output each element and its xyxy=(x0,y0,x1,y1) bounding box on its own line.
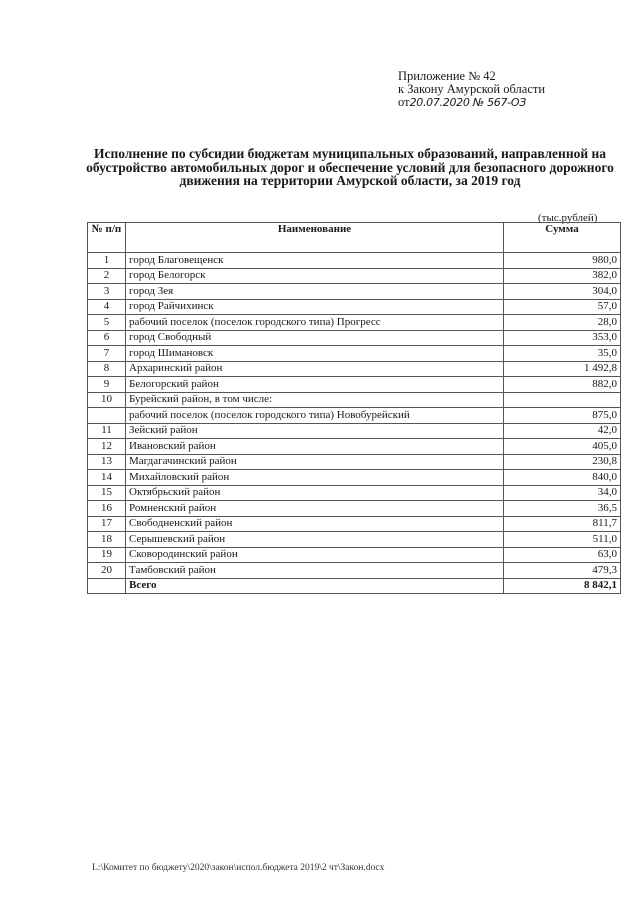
cell-name: город Свободный xyxy=(126,330,504,346)
cell-sum: 382,0 xyxy=(504,268,621,284)
table-row xyxy=(88,268,621,284)
cell-num: 12 xyxy=(88,439,126,455)
cell-sum: 63,0 xyxy=(504,547,621,563)
table-row xyxy=(88,563,621,579)
cell-num: 20 xyxy=(88,563,126,579)
appendix-date xyxy=(398,96,545,109)
cell-sum: 1 492,8 xyxy=(504,361,621,377)
cell-name: Ивановский район xyxy=(126,439,504,455)
table-row xyxy=(88,408,621,424)
table-row xyxy=(88,330,621,346)
cell-sum: 980,0 xyxy=(504,253,621,269)
cell-num: 18 xyxy=(88,532,126,548)
table-row xyxy=(88,315,621,331)
total-sum: 8 842,1 xyxy=(504,578,621,594)
table-row xyxy=(88,377,621,393)
cell-num: 19 xyxy=(88,547,126,563)
cell-num: 15 xyxy=(88,485,126,501)
total-row xyxy=(88,578,621,594)
cell-sum: 36,5 xyxy=(504,501,621,517)
table-row xyxy=(88,361,621,377)
cell-num: 7 xyxy=(88,346,126,362)
cell-num: 6 xyxy=(88,330,126,346)
cell-num: 16 xyxy=(88,501,126,517)
table-row xyxy=(88,439,621,455)
cell-sum: 28,0 xyxy=(504,315,621,331)
cell-name: Ромненский район xyxy=(126,501,504,517)
cell-name: Магдагачинский район xyxy=(126,454,504,470)
cell-name: рабочий поселок (поселок городского типа) Новобурейский xyxy=(126,408,504,424)
cell-name: город Белогорск xyxy=(126,268,504,284)
cell-num: 3 xyxy=(88,284,126,300)
cell-sum: 511,0 xyxy=(504,532,621,548)
cell-name: Октябрьский район xyxy=(126,485,504,501)
table-row xyxy=(88,454,621,470)
table-header-row xyxy=(88,223,621,253)
cell-name: город Зея xyxy=(126,284,504,300)
cell-num: 17 xyxy=(88,516,126,532)
units-label: (тыс.рублей) xyxy=(538,212,598,224)
table-row xyxy=(88,299,621,315)
table-row xyxy=(88,470,621,486)
document-title: Исполнение по субсидии бюджетам муниципальных образований, направленной на обустройство автомобильных дорог и обеспечение условий для безопасного дорожного движения на территории Амурской области, за 2019 год xyxy=(86,146,614,188)
appendix-law: к Закону Амурской области xyxy=(398,82,546,96)
table-row xyxy=(88,253,621,269)
cell-num: 8 xyxy=(88,361,126,377)
cell-name: Михайловский район xyxy=(126,470,504,486)
cell-num: 10 xyxy=(88,392,126,408)
cell-num: 5 xyxy=(88,315,126,331)
cell-sum xyxy=(504,392,621,408)
header-sum: Сумма xyxy=(504,223,621,253)
cell-sum: 811,7 xyxy=(504,516,621,532)
cell-name: Свободненский район xyxy=(126,516,504,532)
subsidy-table xyxy=(87,222,621,594)
cell-sum: 304,0 xyxy=(504,284,621,300)
cell-name: Архаринский район xyxy=(126,361,504,377)
table-row xyxy=(88,501,621,517)
table-row xyxy=(88,423,621,439)
cell-name: город Райчихинск xyxy=(126,299,504,315)
cell-name: Белогорский район xyxy=(126,377,504,393)
cell-name: Бурейский район, в том числе: xyxy=(126,392,504,408)
table-row xyxy=(88,516,621,532)
file-path-footer: L:\Комитет по бюджету\2020\закон\испол.бюджета 2019\2 чт\Закон.docx xyxy=(92,863,385,873)
cell-sum: 840,0 xyxy=(504,470,621,486)
cell-sum: 35,0 xyxy=(504,346,621,362)
cell-num xyxy=(88,408,126,424)
table-row xyxy=(88,284,621,300)
cell-sum: 353,0 xyxy=(504,330,621,346)
cell-sum: 882,0 xyxy=(504,377,621,393)
appendix-date-prefix: от xyxy=(398,95,410,109)
cell-name: Серышевский район xyxy=(126,532,504,548)
cell-name: рабочий поселок (поселок городского типа) Прогресс xyxy=(126,315,504,331)
table-row xyxy=(88,392,621,408)
cell-name: город Благовещенск xyxy=(126,253,504,269)
cell-name: Зейский район xyxy=(126,423,504,439)
cell-num: 14 xyxy=(88,470,126,486)
header-name: Наименование xyxy=(126,223,504,253)
cell-sum: 34,0 xyxy=(504,485,621,501)
cell-name: город Шимановск xyxy=(126,346,504,362)
cell-num: 9 xyxy=(88,377,126,393)
header-num: № п/п xyxy=(88,223,126,253)
total-label: Всего xyxy=(126,578,504,594)
table-row xyxy=(88,346,621,362)
cell-num: 1 xyxy=(88,253,126,269)
cell-num: 13 xyxy=(88,454,126,470)
cell-sum: 405,0 xyxy=(504,439,621,455)
cell-num: 2 xyxy=(88,268,126,284)
handwritten-date: 20.07.2020 № 567-ОЗ xyxy=(409,96,526,109)
cell-sum: 479,3 xyxy=(504,563,621,579)
table-row xyxy=(88,532,621,548)
cell-name: Тамбовский район xyxy=(126,563,504,579)
cell-sum: 57,0 xyxy=(504,299,621,315)
cell-num: 4 xyxy=(88,299,126,315)
cell-num: 11 xyxy=(88,423,126,439)
cell-sum: 42,0 xyxy=(504,423,621,439)
total-num-cell xyxy=(88,578,126,594)
table-row xyxy=(88,547,621,563)
table-row xyxy=(88,485,621,501)
appendix-number: Приложение № 42 xyxy=(398,69,496,83)
cell-sum: 230,8 xyxy=(504,454,621,470)
cell-sum: 875,0 xyxy=(504,408,621,424)
appendix-header xyxy=(398,70,545,109)
cell-name: Сковородинский район xyxy=(126,547,504,563)
